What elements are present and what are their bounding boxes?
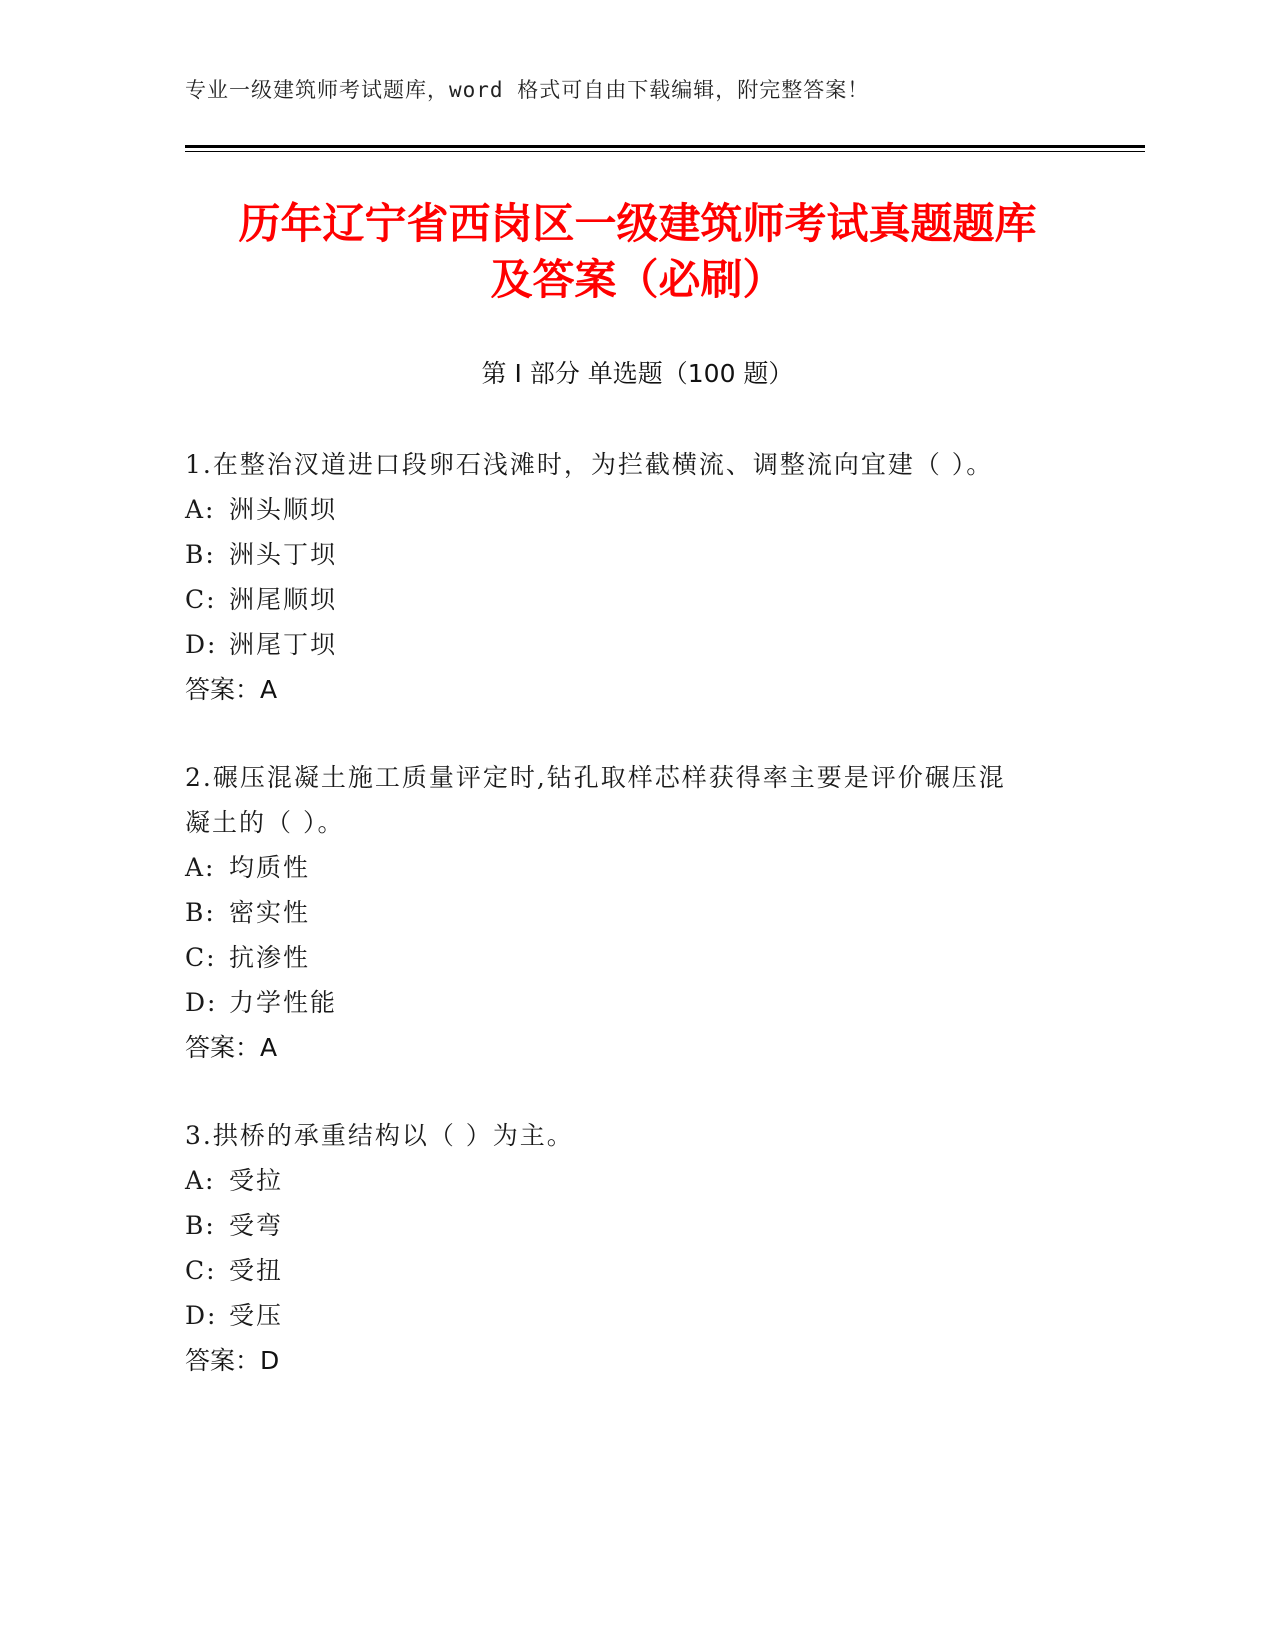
document-title-line-1: 历年辽宁省西岗区一级建筑师考试真题题库 — [238, 199, 1037, 248]
option-c — [185, 1248, 1085, 1293]
option-text: 受拉 — [229, 1166, 284, 1195]
option-text: 洲头顺坝 — [229, 495, 338, 524]
option-key: D: — [185, 630, 218, 659]
option-b — [185, 532, 1085, 577]
header-rule-thin — [185, 151, 1145, 152]
option-d — [185, 622, 1085, 667]
option-key: A: — [185, 495, 216, 524]
option-text: 洲尾丁坝 — [229, 630, 338, 659]
document-title — [150, 196, 1125, 308]
header-rule-thick — [185, 145, 1145, 148]
option-c — [185, 577, 1085, 622]
option-text: 均质性 — [229, 853, 311, 882]
option-d — [185, 1293, 1085, 1338]
section-title: 第 I 部分 单选题（100 题） — [481, 359, 794, 388]
option-text: 洲尾顺坝 — [229, 585, 338, 614]
option-key: C: — [185, 1256, 217, 1285]
option-a — [185, 845, 1085, 890]
question-stem: 1.在整治汊道进口段卵石浅滩时，为拦截横流、调整流向宜建（ ）。 — [185, 450, 994, 479]
option-b — [185, 1203, 1085, 1248]
option-key: A: — [185, 1166, 216, 1195]
option-key: B: — [185, 1211, 216, 1240]
question-2 — [185, 755, 1085, 1070]
option-key: D: — [185, 988, 218, 1017]
option-d — [185, 980, 1085, 1025]
option-text: 力学性能 — [229, 988, 338, 1017]
option-key: A: — [185, 853, 216, 882]
question-1 — [185, 442, 1085, 712]
option-text: 抗渗性 — [229, 943, 311, 972]
option-b — [185, 890, 1085, 935]
option-a — [185, 487, 1085, 532]
option-key: C: — [185, 943, 217, 972]
option-text: 密实性 — [229, 898, 311, 927]
question-3 — [185, 1113, 1085, 1383]
option-text: 受压 — [229, 1301, 284, 1330]
option-c — [185, 935, 1085, 980]
question-stem-line-1: 2.碾压混凝土施工质量评定时,钻孔取样芯样获得率主要是评价碾压混 — [185, 763, 1006, 792]
answer-line: 答案：A — [185, 1033, 278, 1062]
option-key: D: — [185, 1301, 218, 1330]
question-stem: 3.拱桥的承重结构以（ ）为主。 — [185, 1121, 574, 1150]
option-text: 洲头丁坝 — [229, 540, 338, 569]
question-stem-line-2: 凝土的（ ）。 — [185, 808, 345, 837]
option-key: C: — [185, 585, 217, 614]
option-text: 受弯 — [229, 1211, 284, 1240]
answer-line: 答案：D — [185, 1346, 280, 1375]
option-key: B: — [185, 540, 216, 569]
header-note: 专业一级建筑师考试题库，word 格式可自由下载编辑，附完整答案！ — [185, 78, 870, 102]
answer-line: 答案：A — [185, 675, 278, 704]
option-text: 受扭 — [229, 1256, 284, 1285]
option-a — [185, 1158, 1085, 1203]
document-title-line-2: 及答案（必刷） — [490, 255, 785, 304]
question-list — [185, 442, 1085, 1426]
option-key: B: — [185, 898, 216, 927]
